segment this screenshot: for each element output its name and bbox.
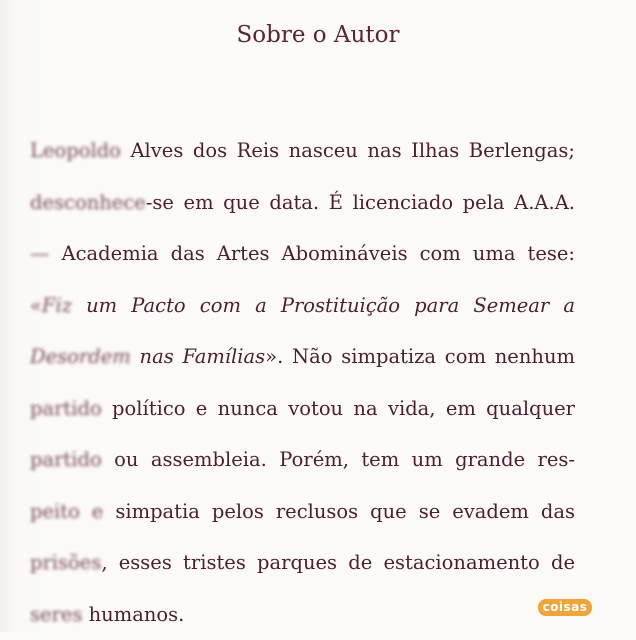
blurred-text: —: [30, 242, 62, 265]
thesis-title-text: um Pacto com a Prostituição para Semear a: [86, 294, 575, 317]
blurred-text: partido: [30, 397, 102, 420]
page-title: Sobre o Autor: [0, 22, 636, 48]
blurred-text: prisões: [30, 551, 101, 574]
text-line: [30, 331, 575, 383]
thesis-title-text: nas Famílias: [140, 345, 266, 368]
text-line: [30, 383, 575, 435]
line-text: político e nunca votou na vida, em qualquer: [102, 397, 575, 420]
line-text: -se em que data. É licenciado pela A.A.A.: [146, 191, 575, 214]
line-text: ou assembleia. Porém, tem um grande res-: [102, 448, 575, 471]
text-line: [30, 537, 575, 589]
blurred-text: Leopoldo: [30, 139, 121, 162]
blurred-text: seres: [30, 603, 82, 626]
text-line: [30, 177, 575, 229]
line-text: ». Não simpatiza com nenhum: [265, 345, 575, 368]
line-text: Academia das Artes Abomináveis com uma tese:: [62, 242, 575, 265]
line-text: Alves dos Reis nasceu nas Ilhas Berlengas;: [121, 139, 575, 162]
line-text: simpatia pelos reclusos que se evadem das: [103, 500, 575, 523]
text-line: [30, 486, 575, 538]
blurred-text: «Fiz: [30, 294, 86, 317]
blurred-text: Desordem: [30, 345, 140, 368]
watermark-logo: coisas: [538, 599, 592, 616]
blurred-text: desconhece: [30, 191, 146, 214]
blurred-text: peito e: [30, 500, 103, 523]
text-line: [30, 228, 575, 280]
text-line: [30, 125, 575, 177]
text-line: [30, 280, 575, 332]
text-line: [30, 589, 575, 640]
line-text: humanos.: [82, 603, 184, 626]
line-text: , esses tristes parques de estacionamento de: [101, 551, 575, 574]
blurred-text: partido: [30, 448, 102, 471]
author-bio-paragraph: [30, 125, 575, 640]
text-line: [30, 434, 575, 486]
